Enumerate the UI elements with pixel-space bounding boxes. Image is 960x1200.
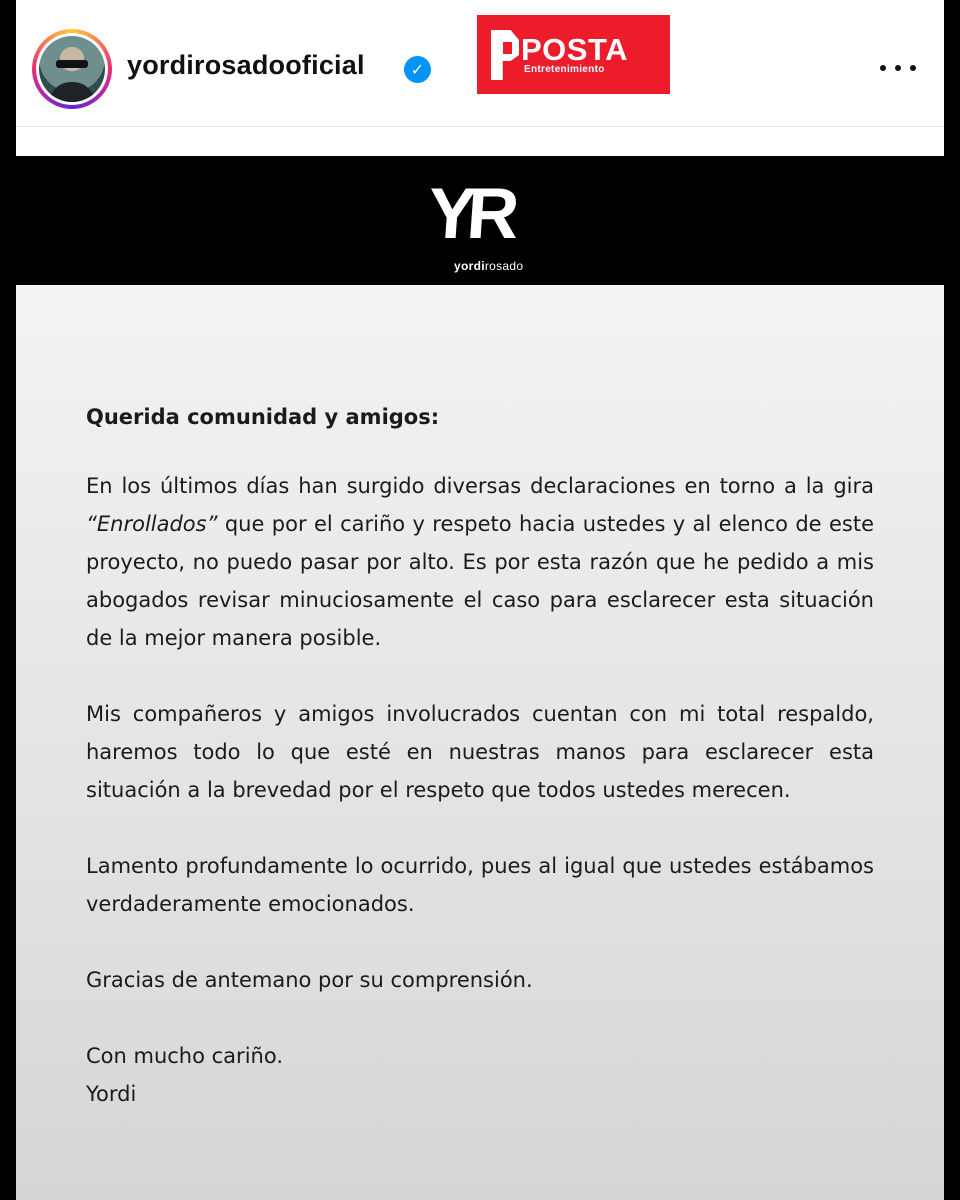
letter-paragraph-2: Mis compañeros y amigos involucrados cuentan con mi total respaldo, haremos todo lo que esté en nuestras manos para esclarecer esta situación a la brevedad por el respeto que todos ustedes merecen. (86, 702, 874, 802)
yr-logo-wordmark (454, 259, 523, 273)
username[interactable]: yordirosadooficial (127, 50, 365, 80)
p1-start: En los últimos días han surgido diversas declaraciones en torno a la gira (86, 474, 874, 498)
yr-logo: YR (425, 174, 513, 254)
posta-p-icon (491, 30, 519, 80)
dot (880, 65, 886, 71)
letter-signature: Yordi (86, 1082, 137, 1106)
letter-paragraph-1 (86, 467, 874, 657)
instagram-post (16, 0, 944, 1200)
image-top-margin (16, 127, 944, 156)
p1-end: que por el cariño y respeto hacia ustedes y al elenco de este proyecto, no puedo pasar por alto. Es por esta razón que he pedido a mis abogados revisar minuciosamente el caso para esclarecer esta situación de la mejor manera posible. (86, 512, 874, 650)
dot (895, 65, 901, 71)
letter-body (86, 405, 874, 1113)
letter-banner (16, 156, 944, 285)
tour-name: “Enrollados” (86, 512, 218, 536)
letter-paragraph-3: Lamento profundamente lo ocurrido, pues al igual que ustedes estábamos verdaderamente emocionados. (86, 854, 874, 916)
posta-p-icon-hole (503, 42, 512, 54)
posta-watermark-logo (477, 15, 670, 94)
avatar-shirt (49, 82, 95, 102)
letter-closing: Con mucho cariño. (86, 1044, 283, 1068)
posta-brand: POSTA (521, 32, 628, 67)
logo-word-regular: rosado (484, 259, 524, 273)
avatar-glasses (56, 60, 88, 68)
avatar-border (36, 33, 108, 105)
dot (910, 65, 916, 71)
verified-badge-icon: ✓ (404, 56, 431, 83)
logo-word-bold: yordi (454, 259, 485, 273)
post-header (16, 0, 944, 127)
profile-avatar[interactable] (32, 29, 112, 109)
letter-paragraph-4: Gracias de antemano por su comprensión. (86, 968, 533, 992)
more-options-icon[interactable] (880, 63, 916, 73)
posta-subtitle: Entretenimiento (524, 64, 605, 75)
letter-greeting: Querida comunidad y amigos: (86, 405, 440, 429)
statement-letter (16, 285, 944, 1200)
avatar-photo (39, 36, 105, 102)
